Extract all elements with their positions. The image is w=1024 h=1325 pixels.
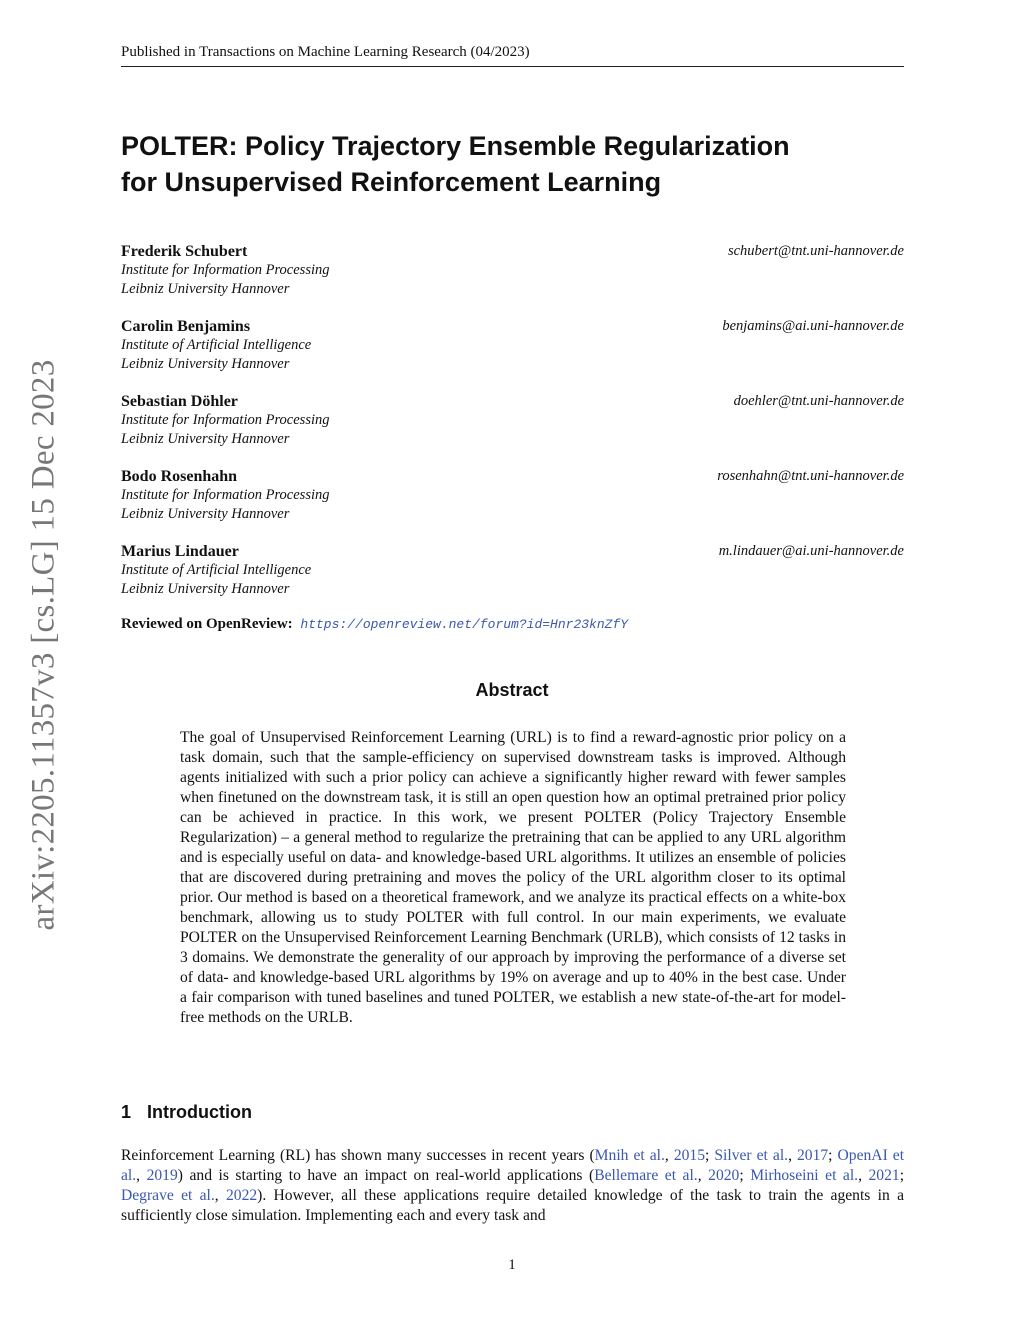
- citation-year-link[interactable]: 2015: [673, 1147, 705, 1164]
- author-university: Leibniz University Hannover: [121, 506, 290, 522]
- author-block: [121, 467, 904, 542]
- author-block: [121, 542, 904, 617]
- author-list: [121, 242, 904, 617]
- arxiv-identifier: arXiv:2205.11357v3 [cs.LG] 15 Dec 2023: [25, 359, 62, 931]
- openreview-link[interactable]: https://openreview.net/forum?id=Hnr23knZfY: [300, 617, 629, 632]
- author-email: benjamins@ai.uni-hannover.de: [722, 318, 904, 334]
- author-email: schubert@tnt.uni-hannover.de: [727, 243, 904, 259]
- abstract-text: The goal of Unsupervised Reinforcement Learning (URL) is to find a reward-agnostic prior policy on a task domain, such that the sample-efficiency on supervised downstream tasks is improved. Although agents initialized with such a prior policy can achieve a significantly higher reward with fewer samples when finetuned on the downstream task, it is still an open question how an optimal pretrained prior policy can be achieved in practice. In this work, we present POLTER (Policy Trajectory Ensemble Regularization) – a general method to regularize the pretraining that can be applied to any URL algorithm and is especially useful on data- and knowledge-based URL algorithms. It utilizes an ensemble of policies that are discovered during pretraining and moves the policy of the URL algorithm closer to its optimal prior. Our method is based on a theoretical framework, and we analyze its practical effects on a white-box benchmark, allowing us to study POLTER with full control. In our main experiments, we evaluate POLTER on the Unsupervised Reinforcement Learning Benchmark (URLB), which consists of 12 tasks in 3 domains. We demonstrate the generality of our approach by improving the performance of a diverse set of data- and knowledge-based URL algorithms by 19% on average and up to 40% in the best case. Under a fair comparison with tuned baselines and tuned POLTER, we establish a new state-of-the-art for model-free methods on the URLB.: [180, 729, 846, 1026]
- intro-text: ;: [739, 1167, 751, 1184]
- title-line-1: POLTER: Policy Trajectory Ensemble Regularization: [121, 131, 790, 161]
- page-number: 1: [508, 1257, 516, 1273]
- intro-text: ;: [828, 1147, 838, 1164]
- intro-text: ,: [214, 1187, 226, 1204]
- author-name: Marius Lindauer: [121, 543, 239, 560]
- review-line: [121, 616, 628, 633]
- abstract-heading: Abstract: [475, 680, 549, 700]
- author-email: m.lindauer@ai.uni-hannover.de: [718, 543, 904, 559]
- citation-link[interactable]: OpenAI et al.: [121, 1147, 905, 1184]
- section-heading: [121, 1102, 252, 1123]
- author-email: rosenhahn@tnt.uni-hannover.de: [717, 468, 904, 484]
- intro-text: ,: [664, 1147, 674, 1164]
- intro-text: ,: [136, 1167, 147, 1184]
- author-affiliation: Institute for Information Processing: [121, 262, 330, 278]
- citation-year-link[interactable]: 2021: [868, 1167, 900, 1184]
- author-affiliation: Institute of Artificial Intelligence: [121, 337, 312, 353]
- intro-text: ,: [697, 1167, 709, 1184]
- author-university: Leibniz University Hannover: [121, 581, 290, 597]
- citation-link[interactable]: Bellemare et al.: [594, 1167, 698, 1184]
- author-block: [121, 392, 904, 467]
- author-university: Leibniz University Hannover: [121, 431, 290, 447]
- author-university: Leibniz University Hannover: [121, 356, 290, 372]
- author-affiliation: Institute for Information Processing: [121, 487, 330, 503]
- intro-paragraph: [121, 1146, 904, 1226]
- author-university: Leibniz University Hannover: [121, 281, 290, 297]
- intro-text: Reinforcement Learning (RL) has shown many successes in recent years (: [121, 1147, 595, 1164]
- intro-text: ;: [899, 1167, 905, 1184]
- author-name: Carolin Benjamins: [121, 318, 251, 335]
- citation-link[interactable]: Degrave et al.: [121, 1187, 215, 1204]
- author-block: [121, 317, 904, 392]
- author-name: Bodo Rosenhahn: [121, 468, 238, 485]
- citation-year-link[interactable]: 2017: [796, 1147, 829, 1164]
- section-number: 1: [121, 1102, 132, 1122]
- review-label: Reviewed on OpenReview:: [121, 616, 293, 632]
- author-affiliation: Institute of Artificial Intelligence: [121, 562, 312, 578]
- author-block: [121, 242, 904, 317]
- paper-title: [121, 128, 904, 200]
- intro-text: ;: [705, 1147, 715, 1164]
- title-line-2: for Unsupervised Reinforcement Learning: [121, 167, 662, 197]
- section-title: Introduction: [147, 1102, 252, 1122]
- citation-link[interactable]: Mirhoseini et al.: [750, 1167, 859, 1184]
- author-name: Frederik Schubert: [121, 243, 248, 260]
- intro-text: ,: [788, 1147, 797, 1164]
- citation-link[interactable]: Mnih et al.: [594, 1147, 665, 1164]
- author-email: doehler@tnt.uni-hannover.de: [733, 393, 904, 409]
- intro-text: ). However, all these applications require detailed knowledge of the task to train the agents in a sufficiently close simulation. Implementing each and every task and: [121, 1187, 904, 1224]
- running-header: Published in Transactions on Machine Learning Research (04/2023): [121, 44, 904, 67]
- author-name: Sebastian Döhler: [121, 393, 238, 410]
- citation-year-link[interactable]: 2019: [146, 1167, 178, 1184]
- citation-year-link[interactable]: 2022: [225, 1187, 258, 1204]
- intro-text: ) and is starting to have an impact on real-world applications (: [177, 1167, 595, 1184]
- citation-link[interactable]: Silver et al.: [714, 1147, 789, 1164]
- intro-text: ,: [858, 1167, 869, 1184]
- citation-year-link[interactable]: 2020: [708, 1167, 740, 1184]
- author-affiliation: Institute for Information Processing: [121, 412, 330, 428]
